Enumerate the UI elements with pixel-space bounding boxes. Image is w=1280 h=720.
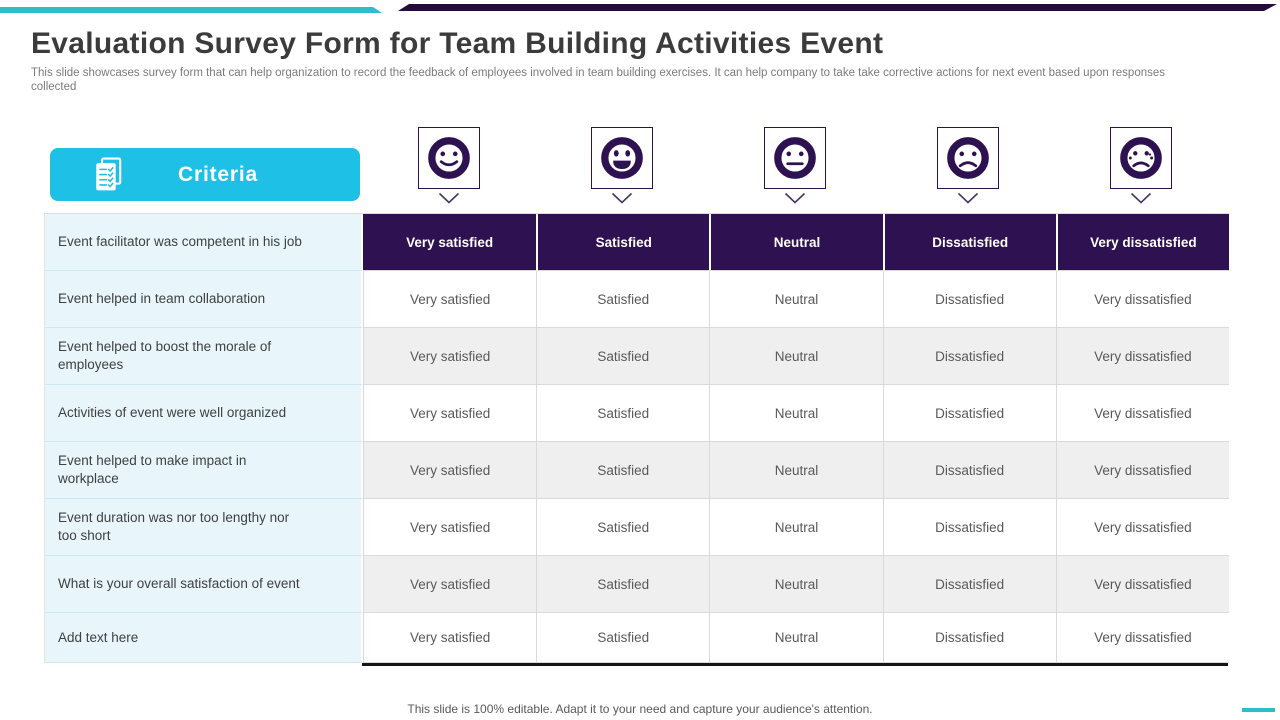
rating-cell: Dissatisfied (883, 613, 1056, 663)
rating-cell: Satisfied (536, 556, 709, 613)
rating-cell: Neutral (709, 385, 882, 442)
criteria-header-button (50, 148, 360, 201)
criteria-cell: Activities of event were well organized (45, 385, 363, 442)
rating-header-cell: Satisfied (536, 214, 709, 271)
chevron-down-icon (783, 192, 807, 205)
rating-cell: Satisfied (536, 385, 709, 442)
rating-emoji-header (418, 127, 480, 205)
rating-cell: Dissatisfied (883, 271, 1056, 328)
neutral-face-icon (764, 127, 826, 189)
rating-cell: Satisfied (536, 499, 709, 556)
very-dissatisfied-face-icon (1110, 127, 1172, 189)
rating-cell: Very satisfied (363, 442, 536, 499)
chevron-down-icon (956, 192, 980, 205)
rating-cell: Satisfied (536, 442, 709, 499)
rating-cell: Very satisfied (363, 499, 536, 556)
survey-table (44, 213, 1229, 663)
rating-cell: Very satisfied (363, 613, 536, 663)
bottom-teal-bar (1242, 708, 1275, 712)
rating-cell: Very dissatisfied (1056, 613, 1229, 663)
slide-description: This slide showcases survey form that can help organization to record the feedback of employees involved in team building exercises. It can help company to take take corrective actions for next event based upon responses collected (31, 67, 1166, 94)
rating-cell: Very dissatisfied (1056, 556, 1229, 613)
criteria-cell: Event helped in team collaboration (45, 271, 363, 328)
rating-cell: Satisfied (536, 271, 709, 328)
criteria-cell: Event facilitator was competent in his job (45, 214, 363, 271)
rating-header-cell: Very satisfied (363, 214, 536, 271)
top-teal-bar (0, 7, 382, 13)
rating-cell: Neutral (709, 271, 882, 328)
criteria-cell: Event helped to boost the morale of employees (45, 328, 363, 385)
rating-cell: Very dissatisfied (1056, 271, 1229, 328)
chevron-down-icon (610, 192, 634, 205)
rating-cell: Dissatisfied (883, 556, 1056, 613)
criteria-cell: What is your overall satisfaction of event (45, 556, 363, 613)
page-title: Evaluation Survey Form for Team Building Activities Event (31, 27, 884, 60)
rating-emoji-header (1110, 127, 1172, 205)
rating-cell: Neutral (709, 556, 882, 613)
criteria-cell: Event duration was nor too lengthy nor too short (45, 499, 363, 556)
chevron-down-icon (437, 192, 461, 205)
rating-header-cell: Very dissatisfied (1056, 214, 1229, 271)
rating-cell: Dissatisfied (883, 499, 1056, 556)
rating-cell: Very satisfied (363, 556, 536, 613)
rating-cell: Very satisfied (363, 328, 536, 385)
rating-header-cell: Neutral (709, 214, 882, 271)
rating-emoji-header (937, 127, 999, 205)
rating-cell: Neutral (709, 613, 882, 663)
top-purple-bar (398, 4, 1277, 11)
dissatisfied-face-icon (937, 127, 999, 189)
criteria-cell: Event helped to make impact in workplace (45, 442, 363, 499)
satisfied-face-icon (591, 127, 653, 189)
rating-cell: Very dissatisfied (1056, 442, 1229, 499)
checklist-icon (90, 156, 128, 199)
rating-cell: Neutral (709, 328, 882, 385)
rating-cell: Neutral (709, 499, 882, 556)
rating-emoji-header-row (362, 127, 1228, 205)
criteria-header-label: Criteria (178, 162, 258, 186)
rating-emoji-header (591, 127, 653, 205)
rating-cell: Dissatisfied (883, 385, 1056, 442)
rating-emoji-header (764, 127, 826, 205)
rating-cell: Very satisfied (363, 385, 536, 442)
rating-header-cell: Dissatisfied (883, 214, 1056, 271)
table-bottom-border (362, 663, 1228, 666)
criteria-cell: Add text here (45, 613, 363, 663)
chevron-down-icon (1129, 192, 1153, 205)
rating-cell: Satisfied (536, 328, 709, 385)
rating-cell: Dissatisfied (883, 328, 1056, 385)
rating-cell: Very dissatisfied (1056, 385, 1229, 442)
rating-cell: Neutral (709, 442, 882, 499)
rating-cell: Very dissatisfied (1056, 328, 1229, 385)
rating-cell: Dissatisfied (883, 442, 1056, 499)
rating-cell: Very satisfied (363, 271, 536, 328)
rating-cell: Very dissatisfied (1056, 499, 1229, 556)
rating-cell: Satisfied (536, 613, 709, 663)
footer-note: This slide is 100% editable. Adapt it to your need and capture your audience's attention. (407, 702, 873, 716)
very-satisfied-face-icon (418, 127, 480, 189)
